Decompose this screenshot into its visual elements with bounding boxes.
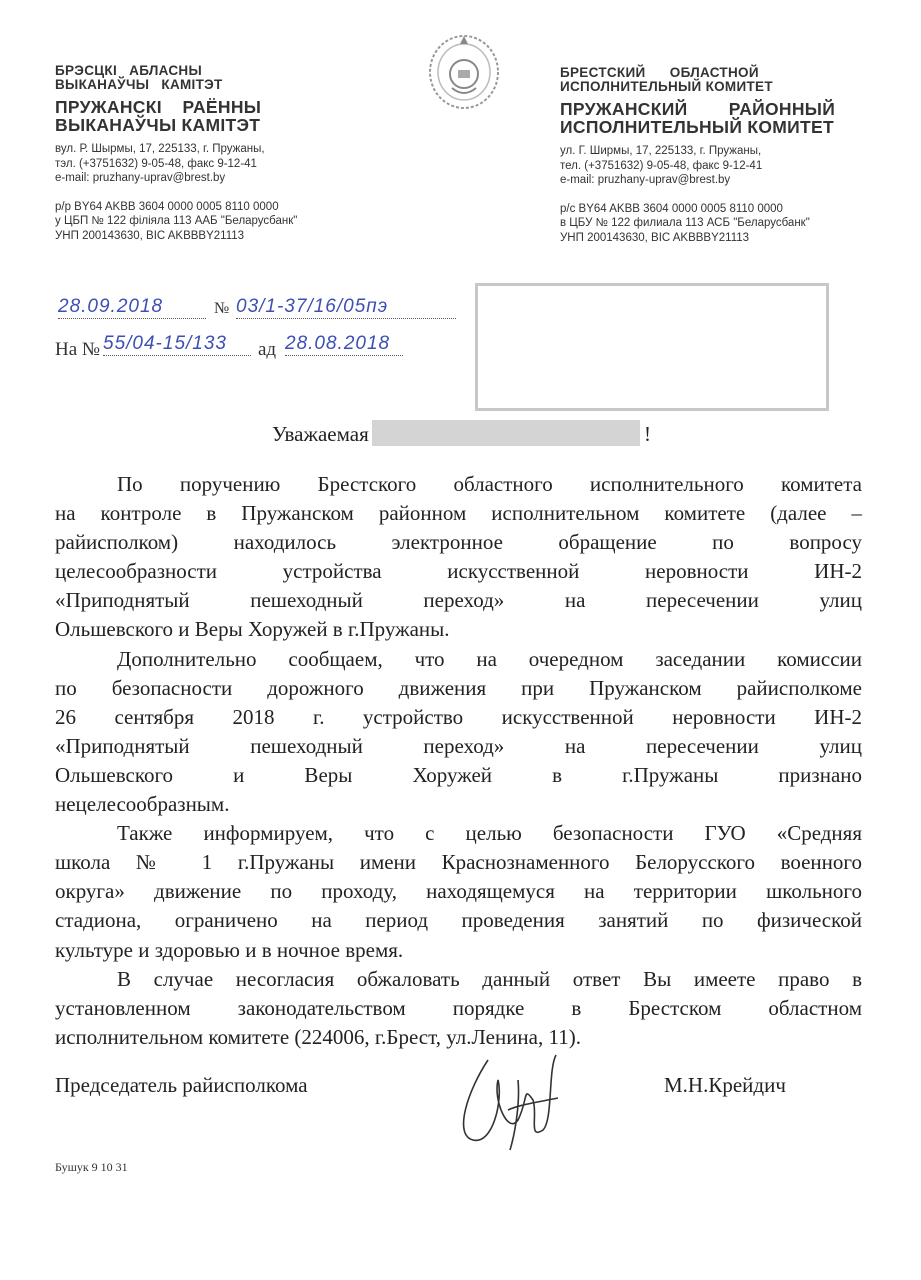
paragraph	[55, 470, 862, 645]
paragraph	[55, 645, 862, 820]
address: вул. Р. Шырмы, 17, 225133, г. Пружаны,	[55, 143, 265, 155]
district-name-be: ВЫКАНАЎЧЫ КАМІТЭТ	[55, 115, 261, 135]
header-left	[55, 64, 297, 243]
district-name-be: ПРУЖАНСКІ РАЁННЫ	[55, 97, 262, 117]
text-line: 26 сентября 2018 г. устройство искусственной неровности ИН-2	[55, 704, 862, 729]
text-line: Дополнительно сообщаем, что на очередном заседании комиссии	[117, 646, 862, 671]
bank-account: р/с BY64 AKBB 3604 0000 0005 8110 0000	[560, 202, 783, 215]
phone: тэл. (+3751632) 9-05-48, факс 9-12-41	[55, 157, 257, 170]
text-line: нецелесообразным.	[55, 792, 230, 817]
text-line: стадиона, ограничено на период проведения занятий по физической	[55, 908, 862, 933]
text-line: Ольшевского и Веры Хоружей в г.Пружаны.	[55, 617, 450, 642]
org-name-be: ВЫКАНАЎЧЫ КАМІТЭТ	[55, 77, 223, 92]
text-line: школа № 1 г.Пружаны имени Краснознаменного Белорусского военного	[55, 850, 862, 875]
org-name-ru: ИСПОЛНИТЕЛЬНЫЙ КОМИТЕТ	[560, 79, 773, 94]
org-name-ru: БРЕСТСКИЙ ОБЛАСТНОЙ	[560, 65, 759, 80]
number-label: №	[214, 300, 230, 317]
text-line: райисполком) находилось электронное обращение по вопросу	[55, 530, 862, 555]
paragraph	[55, 819, 862, 964]
email: e-mail: pruzhany-uprav@brest.by	[560, 174, 731, 186]
reply-to-date: 28.08.2018	[285, 333, 403, 356]
text-line: В случае несогласия обжаловать данный ответ Вы имеете право в	[117, 966, 862, 991]
signatory-position: Председатель райисполкома	[55, 1073, 308, 1097]
redacted-addressee	[475, 283, 829, 411]
letter-body	[55, 470, 862, 1052]
text-line: на контроле в Пружанском районном исполнительном комитете (далее –	[55, 501, 862, 526]
paragraph	[55, 965, 862, 1052]
text-line: установленном законодательством порядке в Брестском областном	[55, 995, 862, 1020]
org-name-be: БРЭСЦКІ АБЛАСНЫ	[55, 63, 202, 78]
redacted-name	[372, 420, 640, 446]
bank-name: в ЦБУ № 122 филиала 113 АСБ "Беларусбанк"	[560, 217, 810, 229]
reply-to-number: 55/04-15/133	[103, 333, 251, 356]
bank-name: у ЦБП № 122 філіяла 113 ААБ "Беларусбанк"	[55, 215, 298, 227]
signatory-name: М.Н.Крейдич	[664, 1073, 786, 1097]
from-label: ад	[258, 339, 277, 360]
salutation-suffix: !	[644, 422, 651, 446]
address: ул. Г. Ширмы, 17, 225133, г. Пружаны,	[560, 145, 762, 157]
outgoing-date: 28.09.2018	[58, 296, 206, 319]
text-line: Ольшевского и Веры Хоружей в г.Пружаны признано	[55, 762, 862, 787]
emblem-icon	[424, 30, 504, 112]
text-line: исполнительном комитете (224006, г.Брест, ул.Ленина, 11).	[55, 1024, 581, 1049]
text-line: культуре и здоровью и в ночное время.	[55, 937, 404, 962]
text-line: По поручению Брестского областного исполнительного комитета	[117, 472, 862, 496]
outgoing-number: 03/1-37/16/05пэ	[236, 296, 456, 319]
phone: тел. (+3751632) 9-05-48, факс 9-12-41	[560, 159, 763, 172]
executor-note: Бушук 9 10 31	[55, 1160, 128, 1174]
handwritten-signature	[448, 1040, 568, 1160]
text-line: «Приподнятый пешеходный переход» на пересечении улиц	[55, 588, 862, 613]
text-line: округа» движение по проходу, находящемуся на территории школьного	[55, 879, 862, 904]
reply-to-label: На №	[55, 339, 101, 360]
tax-id: УНП 200143630, BIC AKBBBY21113	[560, 231, 750, 244]
salutation-prefix: Уважаемая	[272, 422, 369, 446]
text-line: по безопасности дорожного движения при Пружанском райисполкоме	[55, 675, 862, 700]
tax-id: УНП 200143630, BIC AKBBBY21113	[55, 229, 245, 242]
text-line: «Приподнятый пешеходный переход» на пересечении улиц	[55, 733, 862, 758]
email: e-mail: pruzhany-uprav@brest.by	[55, 172, 226, 184]
text-line: целесообразности устройства искусственной неровности ИН-2	[55, 559, 862, 584]
district-name-ru: ПРУЖАНСКИЙ РАЙОННЫЙ	[560, 99, 836, 119]
district-name-ru: ИСПОЛНИТЕЛЬНЫЙ КОМИТЕТ	[560, 117, 834, 137]
bank-account: р/р BY64 AKBB 3604 0000 0005 8110 0000	[55, 200, 279, 213]
text-line: Также информируем, что с целью безопасности ГУО «Средняя	[117, 821, 862, 846]
header-right	[560, 66, 835, 245]
